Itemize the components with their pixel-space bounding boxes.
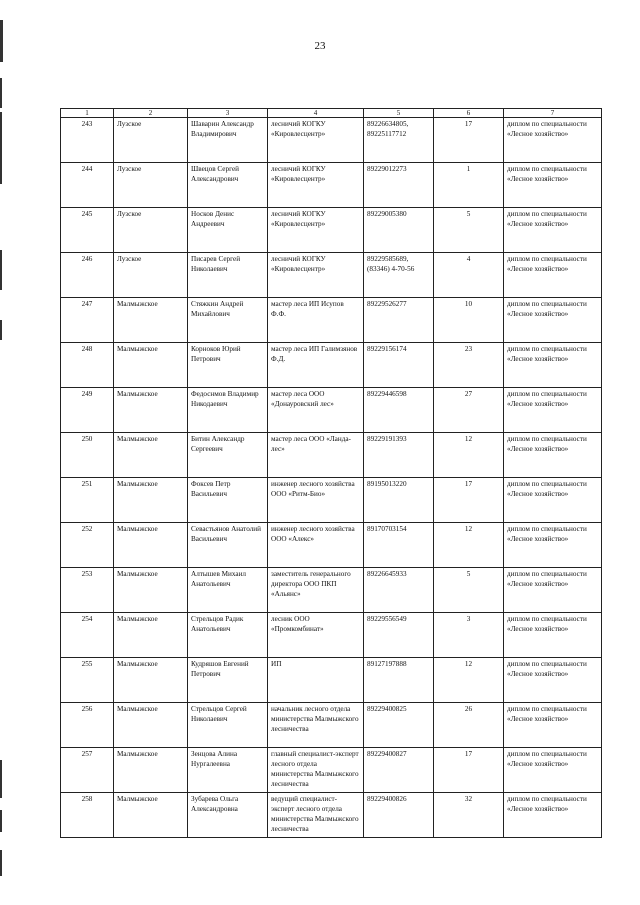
phone-number-cell: 89229005380 — [364, 208, 434, 253]
experience-years-cell: 23 — [434, 343, 504, 388]
full-name-cell: Кудряшов Евгений Петрович — [188, 658, 268, 703]
column-number-row — [61, 109, 602, 118]
experience-years-cell: 4 — [434, 253, 504, 298]
full-name-cell: Зубарева Ольга Александровна — [188, 793, 268, 838]
education-cell: диплом по специальности «Лесное хозяйство» — [504, 568, 602, 613]
row-number-cell: 253 — [61, 568, 114, 613]
education-cell: диплом по специальности «Лесное хозяйство» — [504, 523, 602, 568]
column-number: 3 — [188, 109, 268, 118]
education-cell: диплом по специальности «Лесное хозяйство» — [504, 208, 602, 253]
forestry-district-cell: Малмыжское — [114, 523, 188, 568]
experience-years-cell: 5 — [434, 568, 504, 613]
education-cell: диплом по специальности «Лесное хозяйство» — [504, 343, 602, 388]
position-employer-cell: лесничий КОГКУ «Кировлесцентр» — [268, 118, 364, 163]
forestry-district-cell: Малмыжское — [114, 343, 188, 388]
full-name-cell: Стрельцов Радик Анатольевич — [188, 613, 268, 658]
row-number-cell: 248 — [61, 343, 114, 388]
full-name-cell: Зенцова Алина Нургалеевна — [188, 748, 268, 793]
education-cell: диплом по специальности «Лесное хозяйство» — [504, 613, 602, 658]
scan-margin-mark — [0, 20, 3, 62]
phone-number-cell: 89229400827 — [364, 748, 434, 793]
full-name-cell: Носков Денис Андреевич — [188, 208, 268, 253]
education-cell: диплом по специальности «Лесное хозяйство» — [504, 478, 602, 523]
scan-margin-mark — [0, 850, 2, 876]
position-employer-cell: главный специалист-эксперт лесного отдела министерства Малмыжского лесничества — [268, 748, 364, 793]
page-number: 23 — [314, 40, 326, 52]
row-number-cell: 249 — [61, 388, 114, 433]
forestry-district-cell: Малмыжское — [114, 748, 188, 793]
row-number-cell: 247 — [61, 298, 114, 343]
row-number-cell: 256 — [61, 703, 114, 748]
education-cell: диплом по специальности «Лесное хозяйство» — [504, 703, 602, 748]
phone-number-cell: 89229446598 — [364, 388, 434, 433]
table-row — [61, 568, 602, 613]
forestry-district-cell: Лузское — [114, 118, 188, 163]
experience-years-cell: 5 — [434, 208, 504, 253]
position-employer-cell: лесник ООО «Промкомбинат» — [268, 613, 364, 658]
experience-years-cell: 17 — [434, 478, 504, 523]
scan-margin-mark — [0, 760, 2, 798]
position-employer-cell: лесничий КОГКУ «Кировлесцентр» — [268, 163, 364, 208]
column-number: 2 — [114, 109, 188, 118]
phone-number-cell: 89127197888 — [364, 658, 434, 703]
column-number: 7 — [504, 109, 602, 118]
full-name-cell: Фоксев Петр Васильевич — [188, 478, 268, 523]
table-body — [61, 118, 602, 838]
education-cell: диплом по специальности «Лесное хозяйство» — [504, 298, 602, 343]
table-row — [61, 523, 602, 568]
phone-number-cell: 89226645933 — [364, 568, 434, 613]
scan-margin-mark — [0, 78, 2, 108]
full-name-cell: Стяжкин Андрей Михайлович — [188, 298, 268, 343]
experience-years-cell: 12 — [434, 433, 504, 478]
table-row — [61, 433, 602, 478]
full-name-cell: Битин Александр Сергеевич — [188, 433, 268, 478]
position-employer-cell: заместитель генерального директора ООО ПКП «Альянс» — [268, 568, 364, 613]
phone-number-cell: 89170703154 — [364, 523, 434, 568]
row-number-cell: 257 — [61, 748, 114, 793]
table-row — [61, 298, 602, 343]
experience-years-cell: 32 — [434, 793, 504, 838]
table-row — [61, 343, 602, 388]
forestry-district-cell: Малмыжское — [114, 298, 188, 343]
position-employer-cell: ИП — [268, 658, 364, 703]
table-row — [61, 793, 602, 838]
table-row — [61, 388, 602, 433]
scan-margin-mark — [0, 112, 2, 184]
position-employer-cell: мастер леса ИП Галимзянов Ф.Д. — [268, 343, 364, 388]
forestry-district-cell: Малмыжское — [114, 658, 188, 703]
education-cell: диплом по специальности «Лесное хозяйство» — [504, 253, 602, 298]
phone-number-cell: 89229191393 — [364, 433, 434, 478]
position-employer-cell: ведущий специалист-эксперт лесного отдела министерства Малмыжского лесничества — [268, 793, 364, 838]
phone-number-cell: 89226634805, 89225117712 — [364, 118, 434, 163]
education-cell: диплом по специальности «Лесное хозяйство» — [504, 163, 602, 208]
scan-margin-mark — [0, 810, 2, 832]
table-row — [61, 748, 602, 793]
experience-years-cell: 3 — [434, 613, 504, 658]
phone-number-cell: 89229156174 — [364, 343, 434, 388]
full-name-cell: Стрельцов Сергей Николаевич — [188, 703, 268, 748]
position-employer-cell: лесничий КОГКУ «Кировлесцентр» — [268, 208, 364, 253]
education-cell: диплом по специальности «Лесное хозяйство» — [504, 433, 602, 478]
row-number-cell: 250 — [61, 433, 114, 478]
education-cell: диплом по специальности «Лесное хозяйство» — [504, 793, 602, 838]
full-name-cell: Швецов Сергей Александрович — [188, 163, 268, 208]
table-row — [61, 208, 602, 253]
forestry-district-cell: Лузское — [114, 163, 188, 208]
forestry-district-cell: Малмыжское — [114, 703, 188, 748]
full-name-cell: Шаварин Александр Владимирович — [188, 118, 268, 163]
position-employer-cell: мастер леса ООО «Ланда-лес» — [268, 433, 364, 478]
table-row — [61, 658, 602, 703]
forestry-district-cell: Лузское — [114, 208, 188, 253]
forestry-district-cell: Малмыжское — [114, 613, 188, 658]
phone-number-cell: 89229400826 — [364, 793, 434, 838]
row-number-cell: 258 — [61, 793, 114, 838]
forestry-district-cell: Лузское — [114, 253, 188, 298]
column-number: 5 — [364, 109, 434, 118]
education-cell: диплом по специальности «Лесное хозяйство» — [504, 658, 602, 703]
full-name-cell: Алтышев Михаил Анатольевич — [188, 568, 268, 613]
experience-years-cell: 10 — [434, 298, 504, 343]
experience-years-cell: 17 — [434, 118, 504, 163]
forestry-district-cell: Малмыжское — [114, 388, 188, 433]
phone-number-cell: 89229526277 — [364, 298, 434, 343]
row-number-cell: 254 — [61, 613, 114, 658]
education-cell: диплом по специальности «Лесное хозяйство» — [504, 118, 602, 163]
column-number: 1 — [61, 109, 114, 118]
phone-number-cell: 89195013220 — [364, 478, 434, 523]
scan-margin-mark — [0, 250, 2, 290]
table-row — [61, 118, 602, 163]
table-row — [61, 703, 602, 748]
forestry-district-cell: Малмыжское — [114, 478, 188, 523]
phone-number-cell: 89229012273 — [364, 163, 434, 208]
experience-years-cell: 26 — [434, 703, 504, 748]
forestry-district-cell: Малмыжское — [114, 568, 188, 613]
row-number-cell: 245 — [61, 208, 114, 253]
full-name-cell: Корноков Юрий Петрович — [188, 343, 268, 388]
forestry-specialists-table — [60, 108, 602, 838]
column-number: 6 — [434, 109, 504, 118]
forestry-district-cell: Малмыжское — [114, 433, 188, 478]
scan-margin-mark — [0, 320, 2, 340]
table-row — [61, 613, 602, 658]
full-name-cell: Федоснмов Владимир Никодаевич — [188, 388, 268, 433]
row-number-cell: 252 — [61, 523, 114, 568]
position-employer-cell: инженер лесного хозяйства ООО «Алекс» — [268, 523, 364, 568]
position-employer-cell: мастер леса ООО «Донауровский лес» — [268, 388, 364, 433]
experience-years-cell: 17 — [434, 748, 504, 793]
forestry-district-cell: Малмыжское — [114, 793, 188, 838]
table-row — [61, 253, 602, 298]
experience-years-cell: 27 — [434, 388, 504, 433]
row-number-cell: 244 — [61, 163, 114, 208]
phone-number-cell: 89229556549 — [364, 613, 434, 658]
experience-years-cell: 12 — [434, 658, 504, 703]
column-number: 4 — [268, 109, 364, 118]
position-employer-cell: инженер лесного хозяйства ООО «Ритм-Био» — [268, 478, 364, 523]
position-employer-cell: лесничий КОГКУ «Кировлесцентр» — [268, 253, 364, 298]
table-row — [61, 478, 602, 523]
phone-number-cell: 89229585689, (83346) 4-70-56 — [364, 253, 434, 298]
experience-years-cell: 12 — [434, 523, 504, 568]
phone-number-cell: 89229400825 — [364, 703, 434, 748]
education-cell: диплом по специальности «Лесное хозяйство» — [504, 388, 602, 433]
row-number-cell: 246 — [61, 253, 114, 298]
full-name-cell: Севастьянов Анатолий Васильевич — [188, 523, 268, 568]
position-employer-cell: начальник лесного отдела министерства Малмыжского лесничества — [268, 703, 364, 748]
row-number-cell: 251 — [61, 478, 114, 523]
position-employer-cell: мастер леса ИП Исупов Ф.Ф. — [268, 298, 364, 343]
education-cell: диплом по специальности «Лесное хозяйство» — [504, 748, 602, 793]
row-number-cell: 255 — [61, 658, 114, 703]
experience-years-cell: 1 — [434, 163, 504, 208]
row-number-cell: 243 — [61, 118, 114, 163]
full-name-cell: Писарев Сергей Николаевич — [188, 253, 268, 298]
table-row — [61, 163, 602, 208]
